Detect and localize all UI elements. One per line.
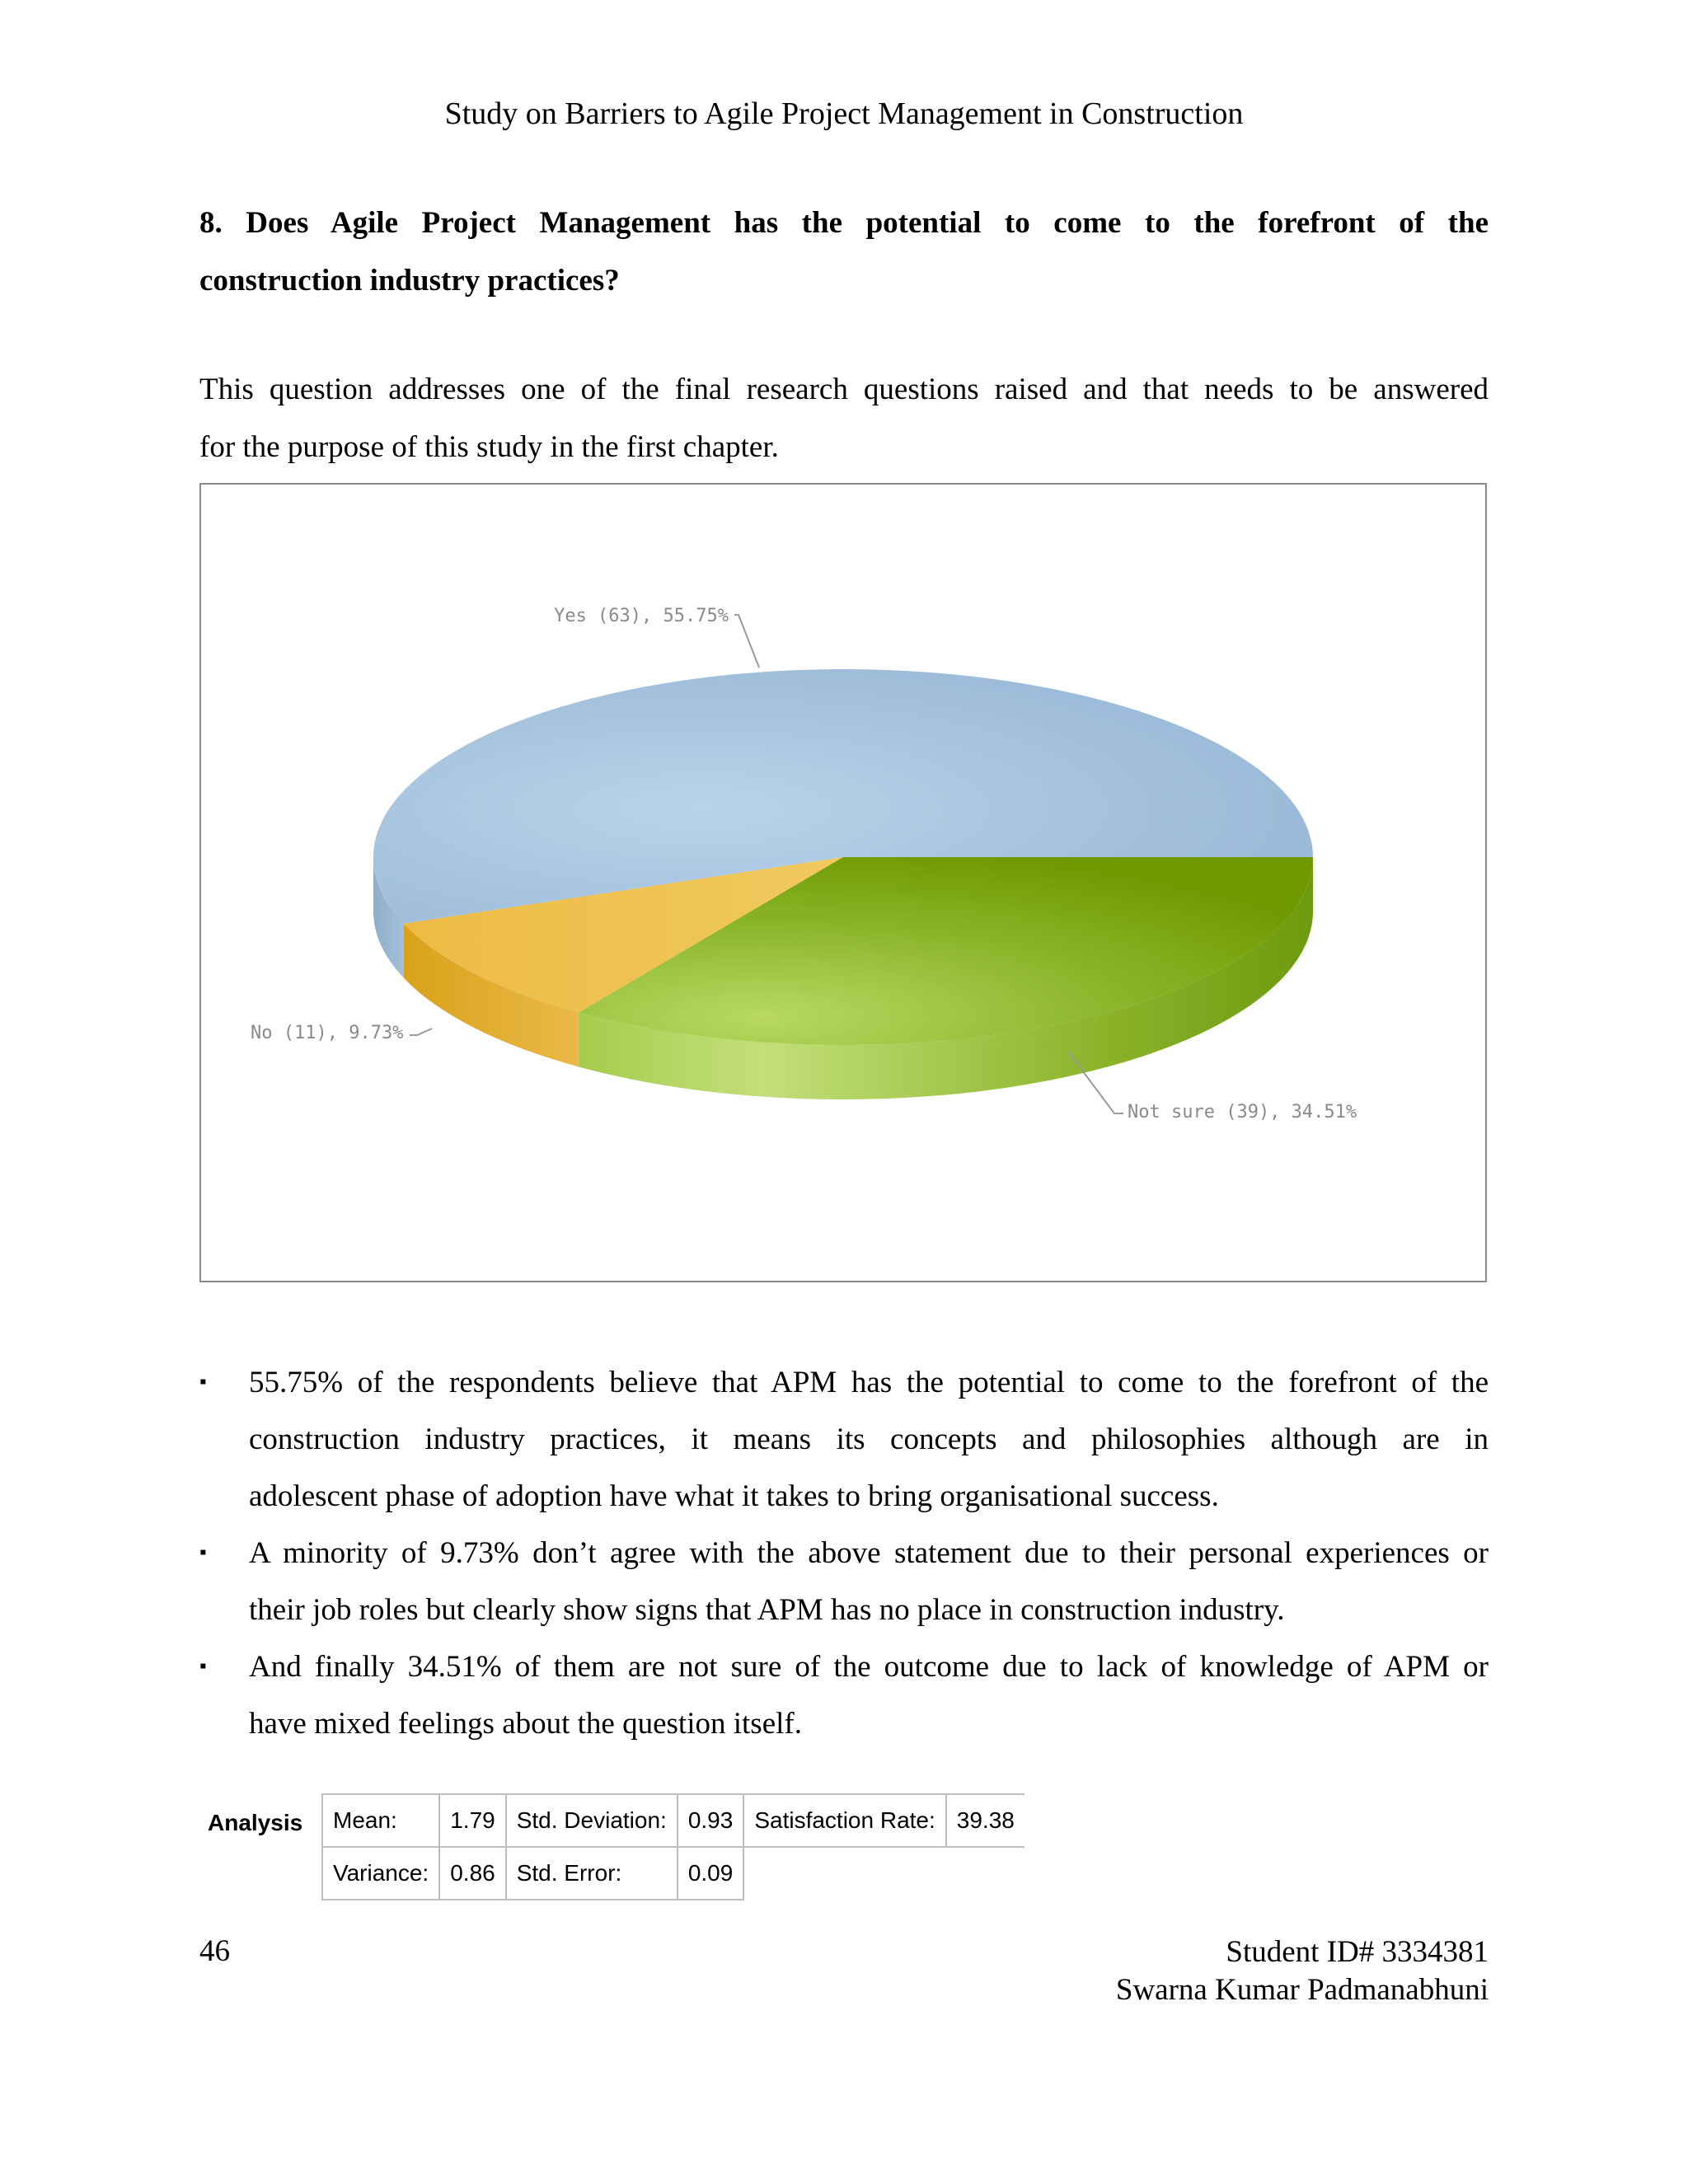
bullet-marker: ▪ xyxy=(199,1371,207,1393)
pie-chart xyxy=(201,485,1485,1281)
std-deviation-value: 0.93 xyxy=(678,1794,744,1847)
satisfaction-rate-value: 39.38 xyxy=(946,1794,1025,1847)
mean-label: Mean: xyxy=(322,1794,439,1847)
page-number: 46 xyxy=(199,1934,230,1968)
question-heading xyxy=(199,194,1489,310)
analysis-label: Analysis xyxy=(208,1810,303,1835)
list-item-line: their job roles but clearly show signs that APM has no place in construction industry. xyxy=(249,1593,1285,1627)
bullet-marker: ▪ xyxy=(199,1542,207,1563)
pie-chart-figure xyxy=(199,483,1487,1282)
intro-paragraph xyxy=(199,361,1489,476)
empty-cell xyxy=(743,1847,945,1900)
slice-label-yes: Yes (63), 55.75% xyxy=(554,606,729,626)
list-item-line: adolescent phase of adoption have what it takes to bring organisational success. xyxy=(249,1479,1219,1513)
slice-label-not-sure: Not sure (39), 34.51% xyxy=(1128,1102,1357,1122)
findings-list xyxy=(199,1354,1489,1752)
variance-label: Variance: xyxy=(322,1847,439,1900)
mean-value: 1.79 xyxy=(439,1794,506,1847)
variance-value: 0.86 xyxy=(439,1847,506,1900)
footer-author-block xyxy=(1116,1933,1489,2009)
list-item xyxy=(199,1354,1489,1525)
empty-cell xyxy=(946,1847,1025,1900)
list-item-line: 55.75% of the respondents believe that APM has the potential to come to the forefront of the xyxy=(249,1366,1489,1399)
table-row xyxy=(322,1794,1025,1847)
list-item-line: A minority of 9.73% don’t agree with the above statement due to their personal experiences or xyxy=(249,1536,1489,1570)
intro-line-2: for the purpose of this study in the first chapter. xyxy=(199,430,779,464)
list-item xyxy=(199,1638,1489,1752)
author-name: Swarna Kumar Padmanabhuni xyxy=(1115,1973,1489,2007)
slice-label-no: No (11), 9.73% xyxy=(251,1023,404,1043)
intro-line-1: This question addresses one of the final research questions raised and that needs to be answered xyxy=(199,373,1489,406)
question-line-2: construction industry practices? xyxy=(199,264,620,298)
leader-line-no xyxy=(410,1029,432,1035)
analysis-stats-table xyxy=(321,1793,1025,1900)
bullet-marker: ▪ xyxy=(199,1656,207,1677)
list-item-line: construction industry practices, it means its concepts and philosophies although are in xyxy=(249,1422,1489,1456)
running-header: Study on Barriers to Agile Project Management in Construction xyxy=(444,96,1244,131)
student-id: Student ID# 3334381 xyxy=(1226,1935,1489,1969)
leader-line-yes xyxy=(734,615,759,668)
satisfaction-rate-label: Satisfaction Rate: xyxy=(743,1794,945,1847)
list-item-line: have mixed feelings about the question itself. xyxy=(249,1707,802,1741)
list-item xyxy=(199,1525,1489,1638)
table-row xyxy=(322,1847,1025,1900)
std-error-value: 0.09 xyxy=(678,1847,744,1900)
question-line-1: 8. Does Agile Project Management has the potential to come to the forefront of the xyxy=(199,206,1489,240)
std-error-label: Std. Error: xyxy=(506,1847,678,1900)
list-item-line: And finally 34.51% of them are not sure of the outcome due to lack of knowledge of APM or xyxy=(249,1650,1489,1684)
std-deviation-label: Std. Deviation: xyxy=(506,1794,678,1847)
